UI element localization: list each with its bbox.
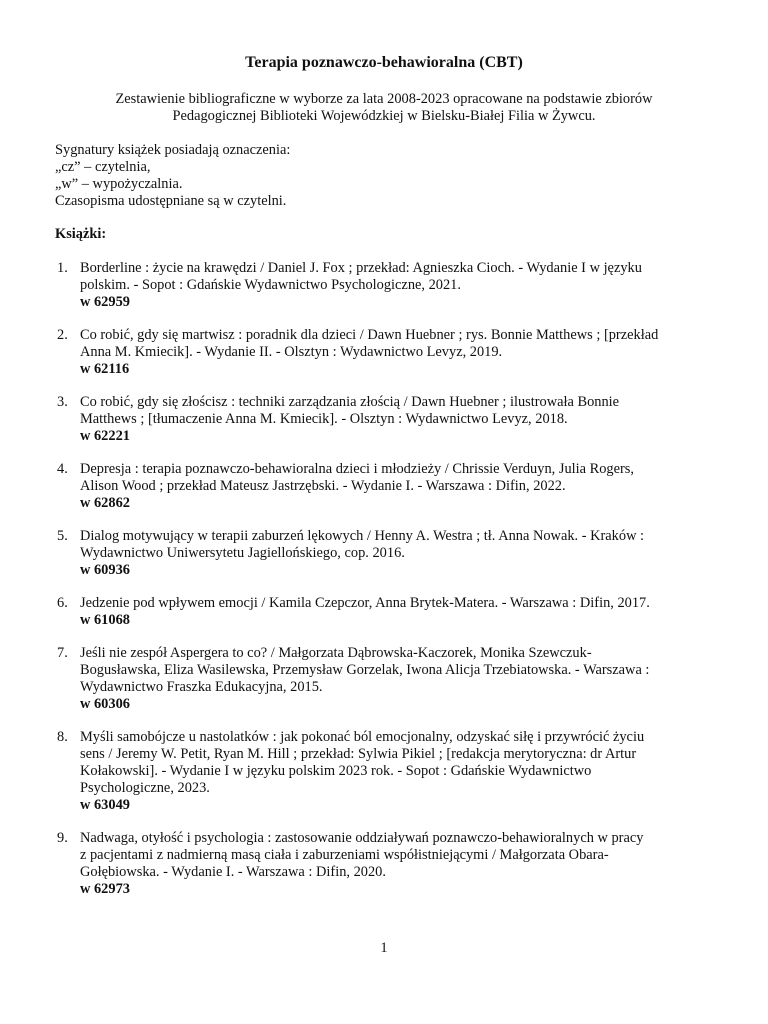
list-item [55, 595, 715, 629]
book-description-line: Wydawnictwo Uniwersytetu Jagiellońskiego, cop. 2016. [80, 545, 405, 561]
book-description-line: Jedzenie pod wpływem emocji / Kamila Czepczor, Anna Brytek-Matera. - Warszawa : Difin, 2017. [80, 595, 650, 611]
book-description-line: sens / Jeremy W. Petit, Ryan M. Hill ; przekład: Sylwia Pikiel ; [redakcja merytoryczna: dr Artur [80, 746, 637, 762]
page-title: Terapia poznawczo-behawioralna (CBT) [245, 54, 523, 71]
book-description-line: Kołakowski]. - Wydanie I w języku polskim 2023 rok. - Sopot : Gdańskie Wydawnictwo [80, 763, 592, 779]
list-item-number: 5. [57, 528, 68, 544]
book-description-line: Co robić, gdy się martwisz : poradnik dla dzieci / Dawn Huebner ; rys. Bonnie Matthews ; [przekład [80, 327, 659, 343]
book-call-number: w 63049 [80, 797, 130, 813]
list-item-number: 6. [57, 595, 68, 611]
list-item [55, 729, 715, 814]
list-item [55, 260, 715, 311]
book-description-line: Bogusławska, Eliza Wasilewska, Przemysław Gorzelak, Iwona Alicja Trzebiatowska. - Warszawa : [80, 662, 650, 678]
book-call-number: w 61068 [80, 612, 130, 628]
subtitle-line: Pedagogicznej Biblioteki Wojewódzkiej w Bielsku-Białej Filia w Żywcu. [172, 108, 596, 124]
book-call-number: w 60936 [80, 562, 130, 578]
book-description-line: Anna M. Kmiecik]. - Wydanie II. - Olsztyn : Wydawnictwo Levyz, 2019. [80, 344, 503, 360]
list-item-number: 1. [57, 260, 68, 276]
book-call-number: w 62973 [80, 881, 130, 897]
list-item [55, 394, 715, 445]
book-description-line: Co robić, gdy się złościsz : techniki zarządzania złością / Dawn Huebner ; ilustrowała Bonnie [80, 394, 620, 410]
book-description-line: Nadwaga, otyłość i psychologia : zastosowanie oddziaływań poznawczo-behawioralnych w pracy [80, 830, 644, 846]
page-number: 1 [380, 940, 388, 956]
list-item-number: 3. [57, 394, 68, 410]
signature-legend-line: Czasopisma udostępniane są w czytelni. [55, 193, 287, 209]
book-description-line: Wydawnictwo Fraszka Edukacyjna, 2015. [80, 679, 323, 695]
list-item-number: 4. [57, 461, 68, 477]
list-item-number: 2. [57, 327, 68, 343]
list-item-number: 8. [57, 729, 68, 745]
book-description-line: Borderline : życie na krawędzi / Daniel J. Fox ; przekład: Agnieszka Cioch. - Wydanie I w języku [80, 260, 642, 276]
signature-legend [55, 142, 715, 210]
book-description-line: Jeśli nie zespół Aspergera to co? / Małgorzata Dąbrowska-Kaczorek, Monika Szewczuk- [80, 645, 592, 661]
book-description-line: Depresja : terapia poznawczo-behawioralna dzieci i młodzieży / Chrissie Verduyn, Julia Rogers, [80, 461, 634, 477]
document-subtitle [60, 91, 708, 125]
book-description-line: polskim. - Sopot : Gdańskie Wydawnictwo Psychologiczne, 2021. [80, 277, 461, 293]
book-description-line: Myśli samobójcze u nastolatków : jak pokonać ból emocjonalny, odzyskać siłę i przywrócić życiu [80, 729, 645, 745]
signature-legend-line: „cz” – czytelnia, [55, 159, 151, 175]
book-description-line: Matthews ; [tłumaczenie Anna M. Kmiecik]. - Olsztyn : Wydawnictwo Levyz, 2018. [80, 411, 568, 427]
books-section-heading: Książki: [55, 226, 107, 242]
book-description-line: Gołębiowska. - Wydanie I. - Warszawa : Difin, 2020. [80, 864, 386, 880]
book-call-number: w 62221 [80, 428, 130, 444]
subtitle-line: Zestawienie bibliograficzne w wyborze za lata 2008-2023 opracowane na podstawie zbiorów [115, 91, 653, 107]
book-call-number: w 62862 [80, 495, 130, 511]
list-item-number: 7. [57, 645, 68, 661]
book-description-line: z pacjentami z nadmierną masą ciała i zaburzeniami współistniejącymi / Małgorzata Obara- [80, 847, 609, 863]
list-item [55, 327, 715, 378]
list-item-number: 9. [57, 830, 68, 846]
book-description-line: Alison Wood ; przekład Mateusz Jastrzębski. - Wydanie I. - Warszawa : Difin, 2022. [80, 478, 566, 494]
list-item [55, 645, 715, 713]
list-item [55, 461, 715, 512]
list-item [55, 830, 715, 898]
list-item [55, 528, 715, 579]
book-call-number: w 62959 [80, 294, 130, 310]
book-description-line: Dialog motywujący w terapii zaburzeń lękowych / Henny A. Westra ; tł. Anna Nowak. - Kraków : [80, 528, 645, 544]
book-call-number: w 60306 [80, 696, 130, 712]
book-list [55, 260, 715, 914]
book-call-number: w 62116 [80, 361, 130, 377]
signature-legend-line: Sygnatury książek posiadają oznaczenia: [55, 142, 291, 158]
signature-legend-line: „w” – wypożyczalnia. [55, 176, 183, 192]
book-description-line: Psychologiczne, 2023. [80, 780, 210, 796]
